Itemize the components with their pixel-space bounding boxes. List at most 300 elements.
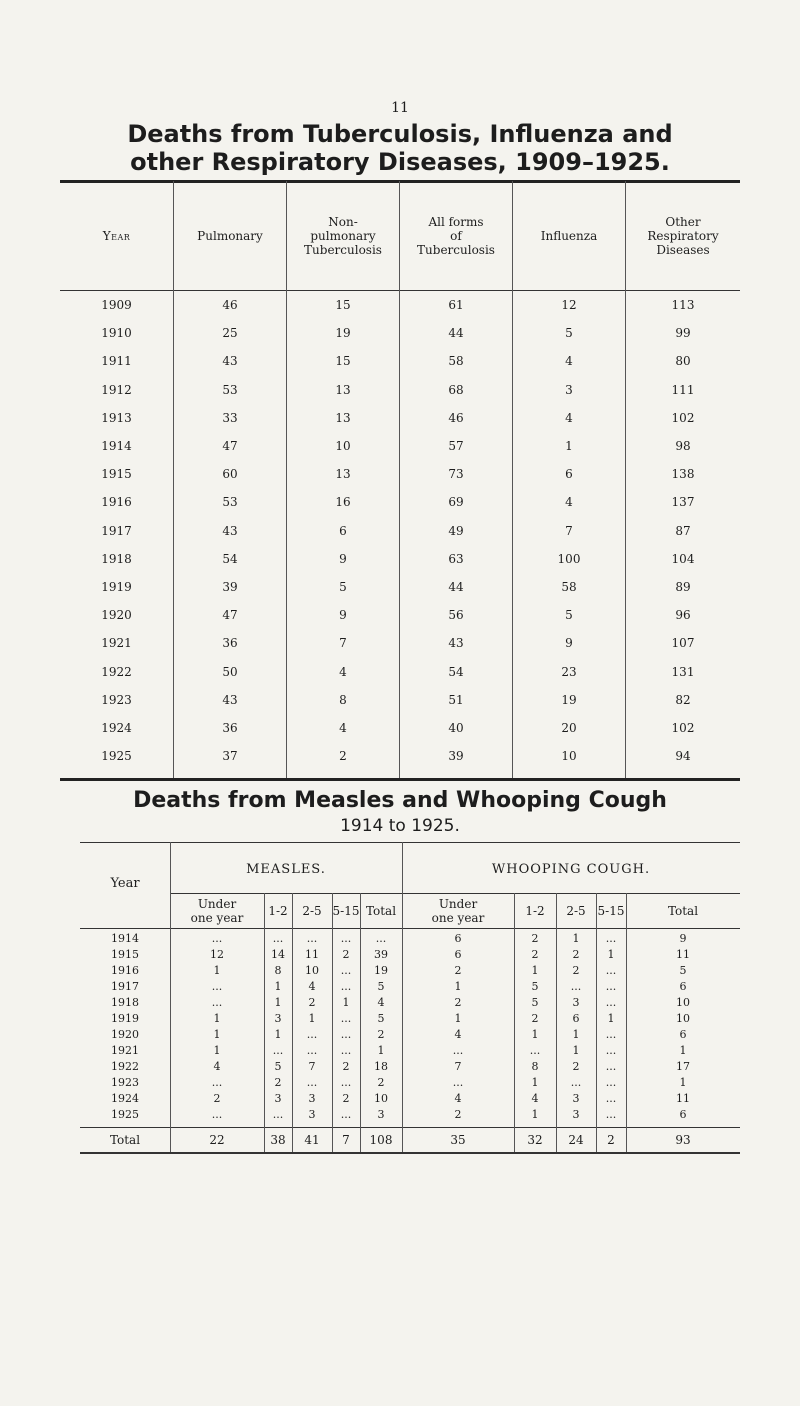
cell-whooping-total: 5 [679,964,687,977]
section2-title-line1: Deaths from Measles and Whooping Cough [133,788,667,813]
cell-whooping-1-2: 5 [531,996,539,1009]
cell-whooping-2-5: 3 [572,996,580,1009]
cell-year: 1910 [101,326,132,341]
cell-all-forms-tb: 58 [448,354,464,369]
cell-measles-under-1: 12 [210,948,224,961]
cell-measles-2-5: 3 [308,1092,316,1105]
cell-measles-1-2: 3 [274,1092,282,1105]
cell-other-respiratory: 98 [675,439,691,453]
cell-measles-total: 39 [374,948,388,961]
cell-whooping-2-5: 24 [568,1133,584,1147]
cell-year: 1924 [111,1092,139,1105]
cell-whooping-5-15: ... [605,1108,617,1121]
cell-pulmonary: 47 [222,608,238,623]
cell-measles-2-5: 4 [308,980,316,993]
cell-whooping-under-1: 6 [454,932,462,945]
cell-measles-under-1: ... [211,932,223,945]
cell-whooping-1-2: 1 [531,1108,539,1121]
cell-all-forms-tb: 63 [448,551,464,566]
cell-measles-2-5: 41 [304,1133,320,1147]
table-row [60,521,740,541]
cell-measles-under-1: 4 [213,1060,221,1073]
cell-non-pulmonary-tb: 9 [339,608,347,623]
cell-whooping-total: 93 [675,1133,691,1147]
table-row [80,979,740,995]
cell-non-pulmonary-tb: 19 [335,326,351,341]
cell-influenza: 58 [561,580,577,594]
cell-non-pulmonary-tb: 6 [339,523,347,538]
cell-whooping-total: 6 [679,1028,687,1041]
cell-whooping-total: 11 [676,1092,690,1105]
cell-measles-2-5: 7 [308,1060,316,1073]
cell-influenza: 4 [565,410,573,425]
cell-whooping-2-5: ... [570,1076,582,1089]
cell-other-respiratory: 104 [671,551,695,566]
cell-whooping-total: 1 [679,1076,687,1089]
cell-whooping-2-5: 1 [572,1044,580,1057]
cell-measles-total: 4 [377,996,385,1009]
cell-pulmonary: 46 [222,298,238,312]
table-row [80,1091,740,1107]
cell-whooping-5-15: ... [605,1092,617,1105]
cell-year: 1915 [111,948,139,961]
cell-whooping-2-5: 3 [572,1108,580,1121]
cell-measles-total: ... [375,932,387,945]
cell-all-forms-tb: 73 [448,467,464,482]
table-row [80,995,740,1011]
cell-measles-1-2: 3 [274,1012,282,1025]
cell-all-forms-tb: 56 [448,608,464,623]
cell-influenza: 4 [565,495,573,510]
cell-year: 1924 [101,721,132,735]
cell-all-forms-tb: 61 [448,298,464,312]
table-row [60,464,740,484]
cell-pulmonary: 25 [222,326,238,341]
cell-whooping-2-5: 1 [572,932,580,945]
table-row [60,746,740,766]
cell-influenza: 12 [561,298,577,312]
cell-measles-under-1: 1 [213,964,221,977]
section2-title-line2: 1914 to 1925. [340,816,460,836]
cell-influenza: 9 [565,636,573,651]
cell-measles-total: 2 [377,1028,385,1041]
cell-non-pulmonary-tb: 5 [339,580,347,594]
cell-other-respiratory: 131 [671,664,695,679]
cell-influenza: 1 [565,439,573,453]
section1-title-line1: Deaths from Tuberculosis, Influenza and [127,120,673,148]
group-rule-measles [170,893,402,894]
cell-other-respiratory: 113 [671,298,695,312]
cell-whooping-2-5: 2 [572,964,580,977]
cell-other-respiratory: 99 [675,326,691,341]
cell-non-pulmonary-tb: 15 [335,298,351,312]
cell-measles-1-2: 14 [271,948,285,961]
cell-year: 1917 [111,980,139,993]
cell-non-pulmonary-tb: 4 [339,664,347,679]
cell-measles-5-15: ... [340,1012,352,1025]
cell-pulmonary: 47 [222,439,238,453]
group-rule-whooping [402,893,740,894]
cell-year: 1909 [101,298,132,312]
cell-pulmonary: 43 [222,523,238,538]
cell-all-forms-tb: 46 [448,410,464,425]
cell-whooping-2-5: 1 [572,1028,580,1041]
cell-whooping-1-2: ... [529,1044,541,1057]
table-row [80,947,740,963]
cell-measles-5-15: 2 [342,948,350,961]
cell-measles-total: 108 [369,1133,393,1147]
cell-measles-1-2: 38 [270,1133,286,1147]
cell-whooping-1-2: 5 [531,980,539,993]
cell-year: 1913 [101,410,132,425]
cell-influenza: 10 [561,749,577,764]
cell-other-respiratory: 107 [671,636,695,651]
cell-whooping-1-2: 4 [531,1092,539,1105]
cell-whooping-total: 10 [676,996,690,1009]
subheader-whooping-1-2: 1-2 [525,904,545,918]
table-row [80,1059,740,1075]
cell-measles-2-5: 10 [305,964,319,977]
cell-pulmonary: 37 [222,749,238,764]
cell-year: 1919 [111,1012,139,1025]
subheader-measles-under-1: Under one year [190,897,244,925]
cell-measles-1-2: 1 [274,1028,282,1041]
table-row [60,662,740,682]
cell-year: 1915 [101,467,132,482]
cell-measles-total: 5 [377,1012,385,1025]
cell-whooping-2-5: 6 [572,1012,580,1025]
cell-year: 1918 [101,551,132,566]
cell-whooping-1-2: 32 [527,1133,543,1147]
table-row [60,351,740,371]
cell-measles-total: 19 [374,964,388,977]
header-pulmonary: Pulmonary [197,228,263,243]
cell-pulmonary: 60 [222,467,238,482]
header-rule [60,290,173,291]
cell-year: 1921 [101,636,132,651]
table-row [60,380,740,400]
header-rule [400,290,512,291]
cell-measles-total: 18 [374,1060,388,1073]
cell-measles-under-1: 1 [213,1012,221,1025]
cell-whooping-1-2: 1 [531,1028,539,1041]
cell-other-respiratory: 89 [675,580,691,594]
cell-whooping-1-2: 1 [531,964,539,977]
subheader-whooping-2-5: 2-5 [566,904,586,918]
cell-pulmonary: 54 [222,551,238,566]
cell-influenza: 20 [561,721,577,735]
cell-year: 1922 [101,664,132,679]
cell-non-pulmonary-tb: 2 [339,749,347,764]
cell-whooping-total: 6 [679,980,687,993]
cell-other-respiratory: 102 [671,721,695,735]
cell-whooping-total: 11 [676,948,690,961]
cell-whooping-under-1: 35 [450,1133,466,1147]
cell-influenza: 5 [565,326,573,341]
cell-measles-5-15: ... [340,980,352,993]
cell-influenza: 5 [565,608,573,623]
cell-year: 1922 [111,1060,139,1073]
cell-measles-5-15: ... [340,1044,352,1057]
cell-measles-5-15: 7 [342,1133,350,1147]
cell-measles-5-15: ... [340,1108,352,1121]
cell-whooping-total: 6 [679,1108,687,1121]
cell-measles-2-5: ... [306,1076,318,1089]
cell-measles-1-2: 8 [274,964,282,977]
cell-measles-1-2: ... [272,932,284,945]
cell-measles-1-2: 2 [274,1076,282,1089]
cell-whooping-under-1: 6 [454,948,462,961]
subheader-whooping-total: Total [667,904,699,918]
cell-all-forms-tb: 44 [448,580,464,594]
cell-other-respiratory: 82 [675,692,691,707]
cell-other-respiratory: 80 [675,354,691,369]
table-row [60,718,740,738]
cell-pulmonary: 36 [222,636,238,651]
cell-measles-5-15: ... [340,1028,352,1041]
cell-all-forms-tb: 54 [448,664,464,679]
cell-influenza: 23 [561,664,577,679]
table-row [80,1043,740,1059]
cell-measles-5-15: ... [340,1076,352,1089]
cell-whooping-2-5: 2 [572,1060,580,1073]
cell-year: 1914 [101,439,132,453]
cell-pulmonary: 43 [222,692,238,707]
cell-measles-total: 5 [377,980,385,993]
header-non-pulmonary-tb: Non- pulmonary Tuberculosis [304,214,382,257]
table-row [60,605,740,625]
table-row [60,408,740,428]
header-year: Year [102,228,131,243]
subheader-measles-1-2: 1-2 [268,904,288,918]
total-row [80,1127,740,1153]
cell-non-pulmonary-tb: 13 [335,382,351,397]
cell-whooping-total: 9 [679,932,687,945]
cell-whooping-under-1: 1 [454,1012,462,1025]
table-row [60,690,740,710]
cell-other-respiratory: 96 [675,608,691,623]
table-row [60,323,740,343]
subheader-whooping-5-15: 5-15 [597,904,625,918]
cell-whooping-under-1: 4 [454,1028,462,1041]
cell-whooping-1-2: 1 [531,1076,539,1089]
cell-measles-1-2: ... [272,1044,284,1057]
table-row [80,1107,740,1123]
cell-whooping-1-2: 8 [531,1060,539,1073]
table-row [60,436,740,456]
cell-measles-2-5: ... [306,1028,318,1041]
cell-measles-1-2: 1 [274,996,282,1009]
table-row [80,1075,740,1091]
cell-whooping-1-2: 2 [531,932,539,945]
cell-measles-5-15: 2 [342,1092,350,1105]
header-bottom-rule [80,928,740,929]
cell-whooping-1-2: 2 [531,1012,539,1025]
cell-influenza: 19 [561,692,577,707]
cell-whooping-5-15: 1 [607,1012,615,1025]
cell-measles-2-5: 1 [308,1012,316,1025]
cell-all-forms-tb: 68 [448,382,464,397]
cell-whooping-2-5: ... [570,980,582,993]
cell-pulmonary: 53 [222,495,238,510]
cell-non-pulmonary-tb: 13 [335,467,351,482]
cell-measles-under-1: ... [211,1108,223,1121]
table-top-rule [80,842,740,843]
cell-whooping-5-15: ... [605,996,617,1009]
cell-influenza: 4 [565,354,573,369]
cell-year: 1921 [111,1044,139,1057]
table-row [60,549,740,569]
cell-whooping-total: 1 [679,1044,687,1057]
cell-year: 1917 [101,523,132,538]
cell-non-pulmonary-tb: 10 [335,439,351,453]
cell-all-forms-tb: 43 [448,636,464,651]
cell-year: 1925 [101,749,132,764]
cell-whooping-5-15: ... [605,1044,617,1057]
cell-pulmonary: 50 [222,664,238,679]
cell-year: 1914 [111,932,139,945]
table-row [60,295,740,315]
cell-influenza: 100 [557,551,581,566]
cell-year: 1916 [101,495,132,510]
cell-year: 1923 [101,692,132,707]
cell-non-pulmonary-tb: 16 [335,495,351,510]
cell-measles-1-2: ... [272,1108,284,1121]
cell-all-forms-tb: 40 [448,721,464,735]
cell-all-forms-tb: 69 [448,495,464,510]
cell-year: 1918 [111,996,139,1009]
cell-other-respiratory: 87 [675,523,691,538]
cell-measles-2-5: 3 [308,1108,316,1121]
cell-measles-under-1: ... [211,1076,223,1089]
cell-non-pulmonary-tb: 4 [339,721,347,735]
header-all-forms-tb: All forms of Tuberculosis [417,214,495,257]
cell-measles-1-2: 5 [274,1060,282,1073]
cell-measles-under-1: 1 [213,1028,221,1041]
cell-measles-under-1: ... [211,980,223,993]
table-row [60,633,740,653]
cell-pulmonary: 39 [222,580,238,594]
cell-whooping-under-1: 7 [454,1060,462,1073]
cell-year: 1923 [111,1076,139,1089]
cell-whooping-under-1: 2 [454,996,462,1009]
cell-pulmonary: 53 [222,382,238,397]
cell-year: 1925 [111,1108,139,1121]
subheader-measles-2-5: 2-5 [302,904,322,918]
cell-non-pulmonary-tb: 8 [339,692,347,707]
cell-whooping-2-5: 2 [572,948,580,961]
cell-whooping-under-1: ... [452,1076,464,1089]
cell-whooping-5-15: ... [605,980,617,993]
subheader-whooping-under-1: Under one year [431,897,485,925]
cell-year: Total [109,1133,141,1147]
cell-measles-2-5: ... [306,932,318,945]
page-number: 11 [391,100,409,116]
table-row [80,1027,740,1043]
cell-year: 1920 [111,1028,139,1041]
cell-whooping-5-15: ... [605,932,617,945]
cell-other-respiratory: 94 [675,749,691,764]
whooping-cough-header: WHOOPING COUGH. [491,862,651,877]
cell-whooping-2-5: 3 [572,1092,580,1105]
table-row [80,963,740,979]
cell-measles-under-1: 22 [209,1133,225,1147]
cell-other-respiratory: 102 [671,410,695,425]
cell-pulmonary: 43 [222,354,238,369]
cell-other-respiratory: 137 [671,495,695,510]
cell-whooping-5-15: 1 [607,948,615,961]
cell-measles-2-5: ... [306,1044,318,1057]
cell-measles-under-1: 1 [213,1044,221,1057]
header-rule [287,290,399,291]
subheader-measles-5-15: 5-15 [332,904,360,918]
cell-whooping-5-15: 2 [607,1133,615,1147]
cell-non-pulmonary-tb: 13 [335,410,351,425]
cell-non-pulmonary-tb: 7 [339,636,347,651]
cell-whooping-under-1: 2 [454,964,462,977]
cell-measles-5-15: 1 [342,996,350,1009]
cell-measles-under-1: ... [211,996,223,1009]
cell-measles-total: 2 [377,1076,385,1089]
cell-year: 1916 [111,964,139,977]
cell-whooping-under-1: 4 [454,1092,462,1105]
cell-year: 1920 [101,608,132,623]
section1-title-line2: other Respiratory Diseases, 1909–1925. [130,148,670,176]
cell-other-respiratory: 138 [671,467,695,482]
cell-measles-5-15: ... [340,964,352,977]
header-influenza: Influenza [540,228,598,243]
cell-whooping-5-15: ... [605,1076,617,1089]
cell-measles-5-15: 2 [342,1060,350,1073]
cell-whooping-5-15: ... [605,1060,617,1073]
cell-measles-2-5: 11 [305,948,319,961]
cell-all-forms-tb: 57 [448,439,464,453]
subheader-measles-total: Total [365,904,397,918]
cell-all-forms-tb: 51 [448,692,464,707]
cell-measles-total: 1 [377,1044,385,1057]
cell-all-forms-tb: 49 [448,523,464,538]
header-rule [513,290,625,291]
cell-whooping-under-1: 1 [454,980,462,993]
cell-influenza: 7 [565,523,573,538]
cell-whooping-5-15: ... [605,1028,617,1041]
table-row [80,931,740,947]
table-row [80,1011,740,1027]
header-rule [626,290,740,291]
cell-pulmonary: 36 [222,721,238,735]
cell-measles-5-15: ... [340,932,352,945]
cell-measles-total: 10 [374,1092,388,1105]
cell-other-respiratory: 111 [671,382,695,397]
header-other-respiratory: Other Respiratory Diseases [647,214,719,257]
cell-whooping-total: 17 [676,1060,690,1073]
cell-influenza: 3 [565,382,573,397]
cell-measles-under-1: 2 [213,1092,221,1105]
cell-year: 1919 [101,580,132,594]
cell-whooping-1-2: 2 [531,948,539,961]
table-bottom-rule [60,778,740,781]
cell-all-forms-tb: 39 [448,749,464,764]
cell-measles-total: 3 [377,1108,385,1121]
cell-year: 1911 [101,354,132,369]
cell-year: 1912 [101,382,132,397]
cell-whooping-total: 10 [676,1012,690,1025]
cell-non-pulmonary-tb: 9 [339,551,347,566]
cell-measles-2-5: 2 [308,996,316,1009]
cell-whooping-under-1: ... [452,1044,464,1057]
cell-whooping-5-15: ... [605,964,617,977]
table-row [60,577,740,597]
